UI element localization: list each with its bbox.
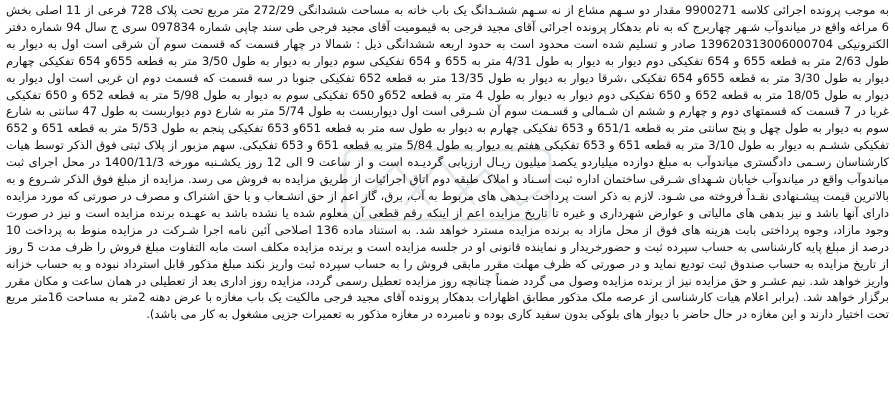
auction-notice-text: به موجب پرونده اجرائی کلاسه 9900271 مقدار دو سـهم مشاع از نه سـهم ششـدانگ یک باب خانه به مساحت ششدانگی 272/29 متر مربع تحت پلاک 728 فرعی از 11 اصلی بخش 6 مراغه واقع در میاندوآب شـهر چهاربرج که به نام بدهکار پرونده اجرائی آقای مجید فرجی به قیمومیت آقای مجید فرجی طی سند چاپی شماره 097834 سری ج سال 94 شماره دفتر الکترونیکی 139620313006000704 صادر و تسلیم شده است محدود است به حدود اربعه ششدانگی ذیل : شمالا در چهار قسمت که قسمت سوم آن شرقی است اول به دیوار به طول 2/63 متر به قطعه 655 و 654 تفکیکی دوم دیوار به دیوار به طول 4/31 متر به 655 و 654 تفکیکی سوم دیوار به دیوار به طول 3/50 متر به قطعه 655و 654 تفکیکی چهارم دیوار به طول 3/30 متر به قطعه 655و 654 تفکیکی ،شرقا دیوار به دیوار به طول 13/35 متر به قطعه 652 تفکیکی جنوبا در سه قسمت که قسمت دوم ان غربی است اول دیوار به دیوار به طول 18/05 متر به قطعه 652 و 650 تفکیکی دوم دیوار به دیوار به طول 4 متر به قطعه 652و 650 تفکیکی سوم به دیوار به طول 5/98 متر به قطعه 652 و 650 تفکیکی غربا در 7 قسمت که قسمتهای دوم و چهارم و ششم ان شـمالی و قسـمت سوم آن شـرقی است اول دیواربست به طول 5/74 متر به شارع دوم دیواربست به طول 47 سانتی به شارع سوم به دیوار به طول چهل و پنج سانتی متر به قطعه 651/1 و 653 تفکیکی چهارم به دیوار به طول سه متر به قطعه 651و 653 تفکیکی پنجم به طول 5/53 متر به قطعه 651 و 652 تفکیکی ششـم به دیوار به طول 3/10 متر به قطعه 651 و 653 تفکیکی هفتم به دیوار به طول 5/84 متر به قطعه 651 و 653 تفکیکی. سهم مزبور از پلاک ثبتی فوق الذکر توسط هیات کارشناسان رسـمی دادگستری میاندوآب به مبلغ دوازده میلیاردو یکصد میلیون ریـال ارزیابی گردیـده است و از ساعت 9 الی 12 روز یکشـنبه مورخه 1400/11/3 در محل اجرای ثبت میاندوآب واقع در میاندوآب خیابان شـهدای شـرقی ساختمان اداره ثبت اسـناد و املاک طبقه دوم اتاق اجرائیات از طریق مزایده به فروش می رسد. مزایده از مبلغ فوق الذکر شـروع و به بالاترین قیمت پیشـنهادی نقـداً فروخته می شـود. لازم به ذکر است پرداخت بـدهی های مربوط به آب، برق، گاز اعم از حق انشـعاب و یا حق اشتراک و مصرف در صورتی که مورد مزایده دارای آنها باشد و نیز بدهی های مالیاتی و عوارض شهرداری و غیره تا تاریخ مزایده اعم از اینکه رقم قطعی آن معلوم شده یا نشده باشد به عهـده برنده مزایده است و نیز در صورت وجود مازاد، وجوه پرداختی بابت هزینه های فوق از محل مازاد به برنده مزایده مسترد خواهد شد. به استناد ماده 136 اصلاحی آئین نامه اجرا شـرکت در مزایده منوط به پرداخت 10 درصد از مبلغ پایه کارشناسی به حساب سپرده ثبت و حضورخریدار و نماینده قانونی او در جلسه مزایده است و برنده مزایده مکلف است مابه التفاوت مبلغ فروش را ظرف مدت 5 روز از تاریخ مزایده به حساب صندوق ثبت تودیع نماید و در صورتی که ظرف مهلت مقرر مابقی فروش را به حساب سپرده ثبت واریز نکند مبلغ مذکور قابل استرداد نبوده و به حساب خزانه واریز خواهد شد. نیم عشـر و حق مزایده نیز از برنده مزایده وصول می گردد ضمناً چنانچه روز مزایده تعطیل رسمی گردد، مزایده روز اداری بعد از تعطیلی در همان ساعت و مکان مقرر برگزار خواهد شد. (برابر اعلام هیات کارشناسی از عرصه ملک مذکور مطابق اظهارات بدهکار پرونده آقای مجید فرجی مالکیت یک باب مغازه با عرض دهنه 2متر به مساحت 16متر مربع تحت اختیار دارند و این مغازه در حال حاضر با دیوار های بلوکی بدون سفید کاری بوده و نامبرده در مغازه مذکور به تعمیرات جزیی مشغول به کار می باشد). [6,3,890,322]
